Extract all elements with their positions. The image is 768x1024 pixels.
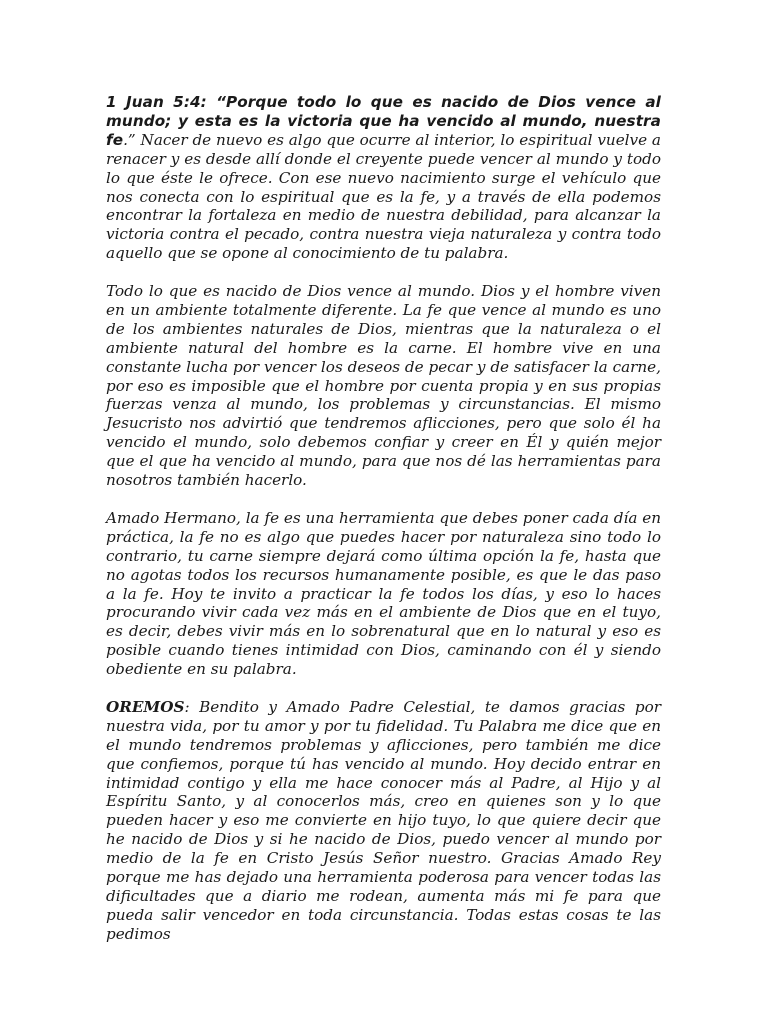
document-page: [106, 93, 661, 963]
verse-quote: 1 Juan 5:4: “Porque todo lo que es nacido de Dios vence al mundo; y esta es la victoria que ha vencido al mundo, nuestra fe: [106, 93, 661, 149]
paragraph-verse: [106, 93, 661, 263]
paragraph-faith-overcomes: Todo lo que es nacido de Dios vence al mundo. Dios y el hombre viven en un ambiente totalmente diferente. La fe que vence al mundo es uno de los ambientes naturales de Dios, mientras que la naturaleza o el ambiente natural del hombre es la carne. El hombre vive en una constante lucha por vencer los deseos de pecar y de satisfacer la carne, por eso es imposible que el hombre por cuenta propia y en sus propias fuerzas venza al mundo, los problemas y circunstancias. El mismo Jesucristo nos advirtió que tendremos aflicciones, pero que solo él ha vencido el mundo, solo debemos confiar y creer en Él y quién mejor que el que ha vencido al mundo, para que nos dé las herramientas para nosotros también hacerlo.: [106, 282, 661, 490]
prayer-text: : Bendito y Amado Padre Celestial, te damos gracias por nuestra vida, por tu amor y por tu fidelidad. Tu Palabra me dice que en el mundo tendremos problemas y aflicciones, pero también me dice que confiemos, porque tú has vencido al mundo. Hoy decido entrar en intimidad contigo y ella me hace conocer más al Padre, al Hijo y al Espíritu Santo, y al conocerlos más, creo en quienes son y lo que pueden hacer y eso me convierte en hijo tuyo, lo que quiere decir que he nacido de Dios y si he nacido de Dios, puedo vencer al mundo por medio de la fe en Cristo Jesús Señor nuestro. Gracias Amado Rey porque me has dejado una herramienta poderosa para vencer todas las dificultades que a diario me rodean, aumenta más mi fe para que pueda salir vencedor en toda circunstancia. Todas estas cosas te las pedimos: [106, 697, 661, 943]
paragraph-prayer: [106, 698, 661, 944]
paragraph-beloved-brother: Amado Hermano, la fe es una herramienta que debes poner cada día en práctica, la fe no es algo que puedes hacer por naturaleza sino todo lo contrario, tu carne siempre dejará como última opción la fe, hasta que no agotas todos los recursos humanamente posible, es que le das paso a la fe. Hoy te invito a practicar la fe todos los días, y eso lo haces procurando vivir cada vez más en el ambiente de Dios que en el tuyo, es decir, debes vivir más en lo sobrenatural que en lo natural y eso es posible cuando tienes intimidad con Dios, caminando con él y siendo obediente en su palabra.: [106, 508, 661, 679]
verse-commentary: .” Nacer de nuevo es algo que ocurre al interior, lo espiritual vuelve a renacer y es desde allí donde el creyente puede vencer al mundo y todo lo que éste le ofrece. Con ese nuevo nacimiento surge el vehículo que nos conecta con lo espiritual que es la fe, y a través de ella podemos encontrar la fortaleza en medio de nuestra debilidad, para alcanzar la victoria contra el pecado, contra nuestra vieja naturaleza y contra todo aquello que se opone al conocimiento de tu palabra.: [106, 130, 661, 263]
prayer-heading: OREMOS: [106, 697, 185, 716]
